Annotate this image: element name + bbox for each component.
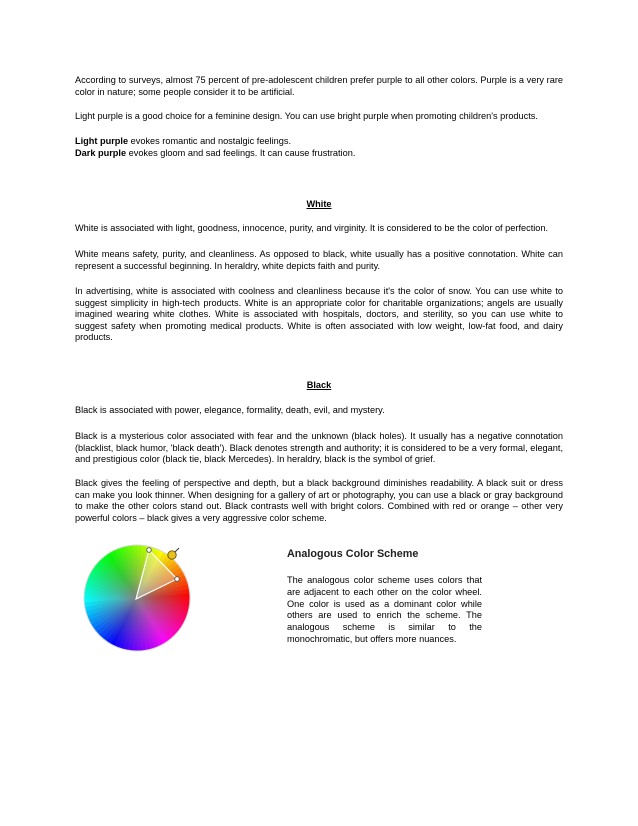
black-mystery-paragraph: Black is a mysterious color associated with fear and the unknown (black holes). It usually has a negative connotation (blacklist, black humor, 'black death'). Black denotes strength and authority; it is considered to be a very formal, elegant, and prestigious color (black tie, black Mercedes). In heraldry, black is the symbol of grief.: [75, 431, 563, 465]
color-wheel-image: [79, 540, 195, 656]
light-purple-line: [75, 136, 563, 148]
analogous-scheme-title: Analogous Color Scheme: [287, 548, 419, 560]
light-purple-term: Light purple: [75, 136, 129, 146]
analogous-dot-main-marker: [168, 551, 176, 559]
purple-design-paragraph: Light purple is a good choice for a feminine design. You can use bright purple when promoting children's products.: [75, 111, 538, 121]
white-meaning-paragraph: White means safety, purity, and cleanliness. As opposed to black, white usually has a positive connotation. White can represent a successful beginning. In heraldry, white depicts faith and purity.: [75, 249, 563, 271]
white-association-paragraph: White is associated with light, goodness, innocence, purity, and virginity. It is considered to be the color of perfection.: [75, 223, 549, 233]
dark-purple-line: [75, 148, 563, 160]
light-purple-text: evokes romantic and nostalgic feelings.: [128, 136, 291, 146]
color-wheel-figure: [79, 540, 195, 656]
analogous-scheme-description: The analogous color scheme uses colors that are adjacent to each other on the color wheel. One color is used as a dominant color while others are used to enrich the scheme. The analogous scheme is similar to the monochromatic, but offers more nuances.: [287, 575, 482, 644]
purple-survey-paragraph: According to surveys, almost 75 percent of pre-adolescent children prefer purple to all other colors. Purple is a very rare color in nature; some people consider it to be artificial.: [75, 75, 563, 97]
dark-purple-text: evokes gloom and sad feelings. It can cause frustration.: [126, 147, 356, 158]
dark-purple-term: Dark purple: [75, 147, 127, 158]
white-advertising-paragraph: In advertising, white is associated with coolness and cleanliness because it's the color of snow. You can use white to suggest simplicity in high-tech products. White is an appropriate color for charitable organizations; angels are usually imagined wearing white clothes. White is associated with hospitals, doctors, and sterility, so you can use white to suggest safety when promoting medical products. White is often associated with low weight, low-fat food, and dairy products.: [75, 286, 563, 343]
analogous-dot-left-marker: [147, 548, 152, 553]
black-heading: Black: [306, 380, 332, 390]
black-perspective-paragraph: Black gives the feeling of perspective and depth, but a black background diminishes readability. A black suit or dress can make you look thinner. When designing for a gallery of art or photography, you can use a black or gray background to make the other colors stand out. Black contrasts well with bright colors. Combined with red or orange – other very powerful colors – black gives a very aggressive color scheme.: [75, 478, 563, 523]
black-association-paragraph: Black is associated with power, elegance, formality, death, evil, and mystery.: [75, 405, 385, 415]
white-heading: White: [306, 199, 332, 209]
analogous-dot-right-marker: [175, 577, 180, 582]
purple-shades-block: [75, 136, 563, 159]
analogous-main-marker-tick: [175, 548, 179, 552]
